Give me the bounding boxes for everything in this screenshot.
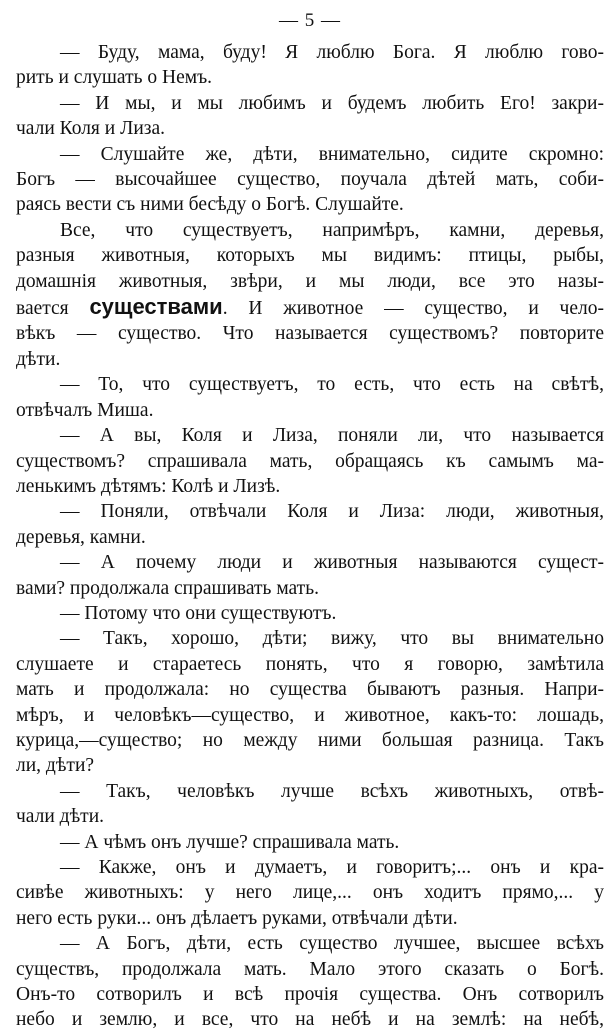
text-line: Богъ — высочайшее существо, поучала дѣтей мать, соби- — [16, 169, 604, 191]
text-line: ли, дѣти? — [16, 755, 95, 777]
text-line: рить и слушать о Немъ. — [16, 67, 213, 89]
text-line: небо и землю, и все, что на небѣ и на землѣ: на небѣ, — [16, 1009, 604, 1031]
text-line — [16, 294, 604, 321]
text-line: — Потому что они существуютъ. — [60, 602, 337, 624]
text-line: Онъ-то сотворилъ и всѣ прочія существа. Онъ сотворилъ — [16, 984, 604, 1006]
text-line: чали Коля и Лиза. — [16, 118, 165, 140]
text-line: курица,—существо; но между ними большая разница. Такъ — [16, 729, 604, 751]
text-line: слушаете и стараетесь понять, что я говорю, замѣтила — [16, 653, 604, 675]
text-line: деревья, камни. — [16, 526, 146, 548]
text-line: — Слушайте же, дѣти, внимательно, сидите скромно: — [60, 143, 604, 165]
text-line: — А почему люди и животныя называются сущест- — [60, 552, 604, 574]
page-number: — 5 — — [279, 10, 341, 31]
text-line: чали дѣти. — [16, 806, 105, 828]
text-line: мѣръ, и человѣкъ—существо, и животное, какъ-то: лошадь, — [16, 704, 604, 726]
text-line: — А чѣмъ онъ лучше? спрашивала мать. — [60, 831, 400, 853]
text-line: ленькимъ дѣтямъ: Колѣ и Лизѣ. — [16, 475, 281, 497]
text-line: — А вы, Коля и Лиза, поняли ли, что называется — [60, 425, 604, 447]
text-line: — Буду, мама, буду! Я люблю Бога. Я люблю гово- — [60, 42, 604, 63]
text-line: домашнія животныя, звѣри, и мы люди, все это назы- — [16, 270, 604, 292]
text-line: разныя животныя, которыхъ мы видимъ: птицы, рыбы, — [16, 245, 604, 267]
text-line: — И мы, и мы любимъ и будемъ любить Его! закри- — [60, 92, 604, 114]
text-line: — Какже, онъ и думаетъ, и говоритъ;... онъ и кра- — [60, 857, 604, 878]
text-line: дѣти. — [16, 348, 61, 370]
text-line: — Такъ, человѣкъ лучше всѣхъ животныхъ, отвѣ- — [60, 780, 604, 802]
text-line: существомъ? спрашивала мать, обращаясь къ самымъ ма- — [16, 450, 604, 472]
text-line: — Такъ, хорошо, дѣти; вижу, что вы внимательно — [60, 628, 604, 650]
text-line: отвѣчалъ Миша. — [16, 399, 154, 421]
text-line: мать и продолжала: но существа бываютъ разныя. Напри- — [16, 679, 604, 701]
text-line: существъ, продолжала мать. Мало этого сказать о Богѣ. — [16, 958, 604, 980]
text-segment: . И животное — существо, и чело- — [222, 298, 604, 320]
text-line: — А Богъ, дѣти, есть существо лучшее, высшее всѣхъ — [60, 933, 604, 955]
text-line: — То, что существуетъ, то есть, что есть на свѣтѣ, — [60, 374, 604, 396]
text-line: вѣкъ — существо. Что называется существомъ? повторите — [16, 323, 604, 345]
text-line: вами? продолжала спрашивать мать. — [16, 577, 319, 599]
text-line: Все, что существуетъ, напримѣръ, камни, деревья, — [60, 219, 604, 241]
text-line: раясь вести съ ними бесѣду о Богѣ. Слушайте. — [16, 194, 404, 216]
text-segment: вается — [16, 298, 90, 320]
emphasized-term: существами — [89, 294, 223, 320]
body-text — [16, 40, 604, 1033]
text-line: — Поняли, отвѣчали Коля и Лиза: люди, животныя, — [60, 501, 604, 523]
text-line: сивѣе животныхъ: у него лице,... онъ ходитъ прямо,... у — [16, 882, 604, 904]
text-line: него есть руки... онъ дѣлаетъ руками, отвѣчали дѣти. — [16, 907, 458, 929]
